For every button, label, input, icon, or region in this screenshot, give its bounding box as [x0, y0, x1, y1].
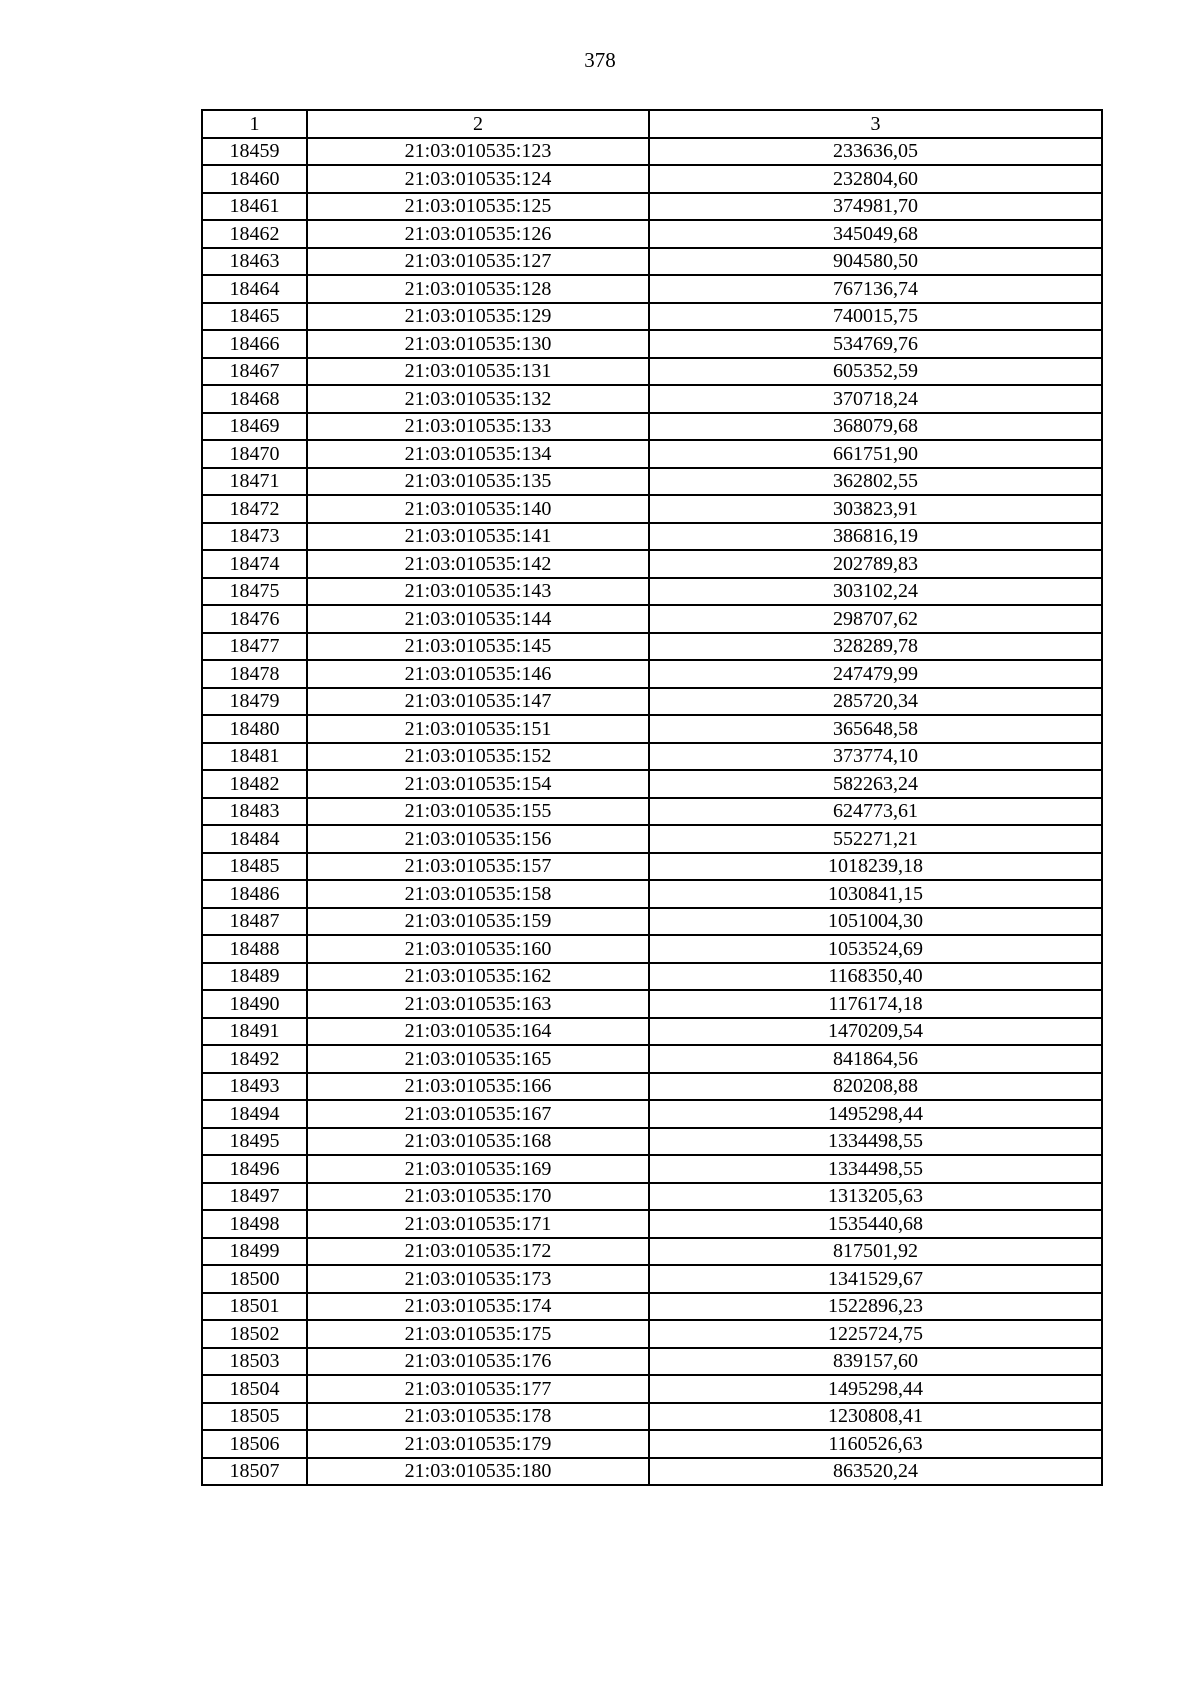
table-row	[202, 715, 1102, 743]
table-row	[202, 908, 1102, 936]
cadastral-number-cell: 21:03:010535:172	[307, 1238, 649, 1266]
value-cell: 1168350,40	[649, 963, 1102, 991]
value-cell: 285720,34	[649, 688, 1102, 716]
row-number-cell: 18490	[202, 990, 307, 1018]
column-header-1: 1	[202, 110, 307, 138]
data-table	[201, 109, 1103, 1486]
table-row	[202, 138, 1102, 166]
row-number-cell: 18475	[202, 578, 307, 606]
value-cell: 1470209,54	[649, 1018, 1102, 1046]
table-row	[202, 330, 1102, 358]
table-row	[202, 1265, 1102, 1293]
table-row	[202, 963, 1102, 991]
value-cell: 624773,61	[649, 798, 1102, 826]
value-cell: 362802,55	[649, 468, 1102, 496]
cadastral-number-cell: 21:03:010535:145	[307, 633, 649, 661]
value-cell: 386816,19	[649, 523, 1102, 551]
column-header-2: 2	[307, 110, 649, 138]
value-cell: 841864,56	[649, 1045, 1102, 1073]
value-cell: 328289,78	[649, 633, 1102, 661]
table-row	[202, 1320, 1102, 1348]
cadastral-number-cell: 21:03:010535:127	[307, 248, 649, 276]
row-number-cell: 18493	[202, 1073, 307, 1101]
row-number-cell: 18463	[202, 248, 307, 276]
table-row	[202, 688, 1102, 716]
value-cell: 1230808,41	[649, 1403, 1102, 1431]
value-cell: 740015,75	[649, 303, 1102, 331]
cadastral-number-cell: 21:03:010535:179	[307, 1430, 649, 1458]
row-number-cell: 18487	[202, 908, 307, 936]
cadastral-number-cell: 21:03:010535:151	[307, 715, 649, 743]
table-row	[202, 1375, 1102, 1403]
row-number-cell: 18495	[202, 1128, 307, 1156]
cadastral-number-cell: 21:03:010535:170	[307, 1183, 649, 1211]
value-cell: 1176174,18	[649, 990, 1102, 1018]
value-cell: 661751,90	[649, 440, 1102, 468]
cadastral-number-cell: 21:03:010535:168	[307, 1128, 649, 1156]
table-body	[202, 138, 1102, 1486]
value-cell: 1334498,55	[649, 1128, 1102, 1156]
cadastral-number-cell: 21:03:010535:135	[307, 468, 649, 496]
table-row	[202, 303, 1102, 331]
row-number-cell: 18476	[202, 605, 307, 633]
row-number-cell: 18482	[202, 770, 307, 798]
table-row	[202, 1045, 1102, 1073]
row-number-cell: 18507	[202, 1458, 307, 1486]
table-row	[202, 275, 1102, 303]
table-row	[202, 1430, 1102, 1458]
table-row	[202, 990, 1102, 1018]
row-number-cell: 18486	[202, 880, 307, 908]
row-number-cell: 18489	[202, 963, 307, 991]
cadastral-number-cell: 21:03:010535:180	[307, 1458, 649, 1486]
row-number-cell: 18472	[202, 495, 307, 523]
row-number-cell: 18477	[202, 633, 307, 661]
row-number-cell: 18461	[202, 193, 307, 221]
cadastral-number-cell: 21:03:010535:160	[307, 935, 649, 963]
table-row	[202, 358, 1102, 386]
row-number-cell: 18499	[202, 1238, 307, 1266]
cadastral-number-cell: 21:03:010535:154	[307, 770, 649, 798]
cadastral-number-cell: 21:03:010535:133	[307, 413, 649, 441]
table-row	[202, 660, 1102, 688]
row-number-cell: 18501	[202, 1293, 307, 1321]
cadastral-number-cell: 21:03:010535:163	[307, 990, 649, 1018]
value-cell: 303102,24	[649, 578, 1102, 606]
value-cell: 233636,05	[649, 138, 1102, 166]
row-number-cell: 18474	[202, 550, 307, 578]
value-cell: 863520,24	[649, 1458, 1102, 1486]
cadastral-number-cell: 21:03:010535:173	[307, 1265, 649, 1293]
table-row	[202, 523, 1102, 551]
table-row	[202, 1348, 1102, 1376]
row-number-cell: 18496	[202, 1155, 307, 1183]
table-row	[202, 853, 1102, 881]
cadastral-number-cell: 21:03:010535:164	[307, 1018, 649, 1046]
cadastral-number-cell: 21:03:010535:129	[307, 303, 649, 331]
value-cell: 1051004,30	[649, 908, 1102, 936]
row-number-cell: 18468	[202, 385, 307, 413]
cadastral-number-cell: 21:03:010535:174	[307, 1293, 649, 1321]
value-cell: 232804,60	[649, 165, 1102, 193]
value-cell: 1522896,23	[649, 1293, 1102, 1321]
cadastral-number-cell: 21:03:010535:143	[307, 578, 649, 606]
value-cell: 605352,59	[649, 358, 1102, 386]
table-row	[202, 550, 1102, 578]
header-row	[202, 110, 1102, 138]
table-row	[202, 1018, 1102, 1046]
cadastral-number-cell: 21:03:010535:134	[307, 440, 649, 468]
table-row	[202, 935, 1102, 963]
row-number-cell: 18484	[202, 825, 307, 853]
cadastral-number-cell: 21:03:010535:123	[307, 138, 649, 166]
table-row	[202, 495, 1102, 523]
value-cell: 1053524,69	[649, 935, 1102, 963]
cadastral-number-cell: 21:03:010535:176	[307, 1348, 649, 1376]
cadastral-number-cell: 21:03:010535:128	[307, 275, 649, 303]
table-row	[202, 1458, 1102, 1486]
value-cell: 1495298,44	[649, 1375, 1102, 1403]
table-row	[202, 578, 1102, 606]
row-number-cell: 18492	[202, 1045, 307, 1073]
column-header-3: 3	[649, 110, 1102, 138]
table-row	[202, 1210, 1102, 1238]
table-row	[202, 743, 1102, 771]
value-cell: 1535440,68	[649, 1210, 1102, 1238]
value-cell: 1030841,15	[649, 880, 1102, 908]
table-row	[202, 770, 1102, 798]
value-cell: 368079,68	[649, 413, 1102, 441]
value-cell: 1160526,63	[649, 1430, 1102, 1458]
row-number-cell: 18504	[202, 1375, 307, 1403]
cadastral-number-cell: 21:03:010535:130	[307, 330, 649, 358]
row-number-cell: 18485	[202, 853, 307, 881]
value-cell: 365648,58	[649, 715, 1102, 743]
row-number-cell: 18502	[202, 1320, 307, 1348]
table-row	[202, 413, 1102, 441]
row-number-cell: 18478	[202, 660, 307, 688]
row-number-cell: 18465	[202, 303, 307, 331]
row-number-cell: 18471	[202, 468, 307, 496]
row-number-cell: 18491	[202, 1018, 307, 1046]
value-cell: 247479,99	[649, 660, 1102, 688]
cadastral-number-cell: 21:03:010535:146	[307, 660, 649, 688]
value-cell: 1313205,63	[649, 1183, 1102, 1211]
cadastral-number-cell: 21:03:010535:167	[307, 1100, 649, 1128]
cadastral-number-cell: 21:03:010535:175	[307, 1320, 649, 1348]
table-row	[202, 1403, 1102, 1431]
table-row	[202, 1155, 1102, 1183]
table-row	[202, 605, 1102, 633]
value-cell: 839157,60	[649, 1348, 1102, 1376]
value-cell: 373774,10	[649, 743, 1102, 771]
table-row	[202, 1100, 1102, 1128]
cadastral-number-cell: 21:03:010535:157	[307, 853, 649, 881]
value-cell: 904580,50	[649, 248, 1102, 276]
row-number-cell: 18470	[202, 440, 307, 468]
value-cell: 1018239,18	[649, 853, 1102, 881]
row-number-cell: 18505	[202, 1403, 307, 1431]
row-number-cell: 18497	[202, 1183, 307, 1211]
cadastral-number-cell: 21:03:010535:141	[307, 523, 649, 551]
cadastral-number-cell: 21:03:010535:132	[307, 385, 649, 413]
table-row	[202, 633, 1102, 661]
value-cell: 345049,68	[649, 220, 1102, 248]
value-cell: 534769,76	[649, 330, 1102, 358]
row-number-cell: 18467	[202, 358, 307, 386]
row-number-cell: 18481	[202, 743, 307, 771]
page-number: 378	[584, 48, 616, 72]
row-number-cell: 18503	[202, 1348, 307, 1376]
table-row	[202, 468, 1102, 496]
table-row	[202, 1073, 1102, 1101]
cadastral-number-cell: 21:03:010535:140	[307, 495, 649, 523]
cadastral-number-cell: 21:03:010535:142	[307, 550, 649, 578]
value-cell: 1341529,67	[649, 1265, 1102, 1293]
table-row	[202, 165, 1102, 193]
cadastral-number-cell: 21:03:010535:178	[307, 1403, 649, 1431]
cadastral-number-cell: 21:03:010535:147	[307, 688, 649, 716]
row-number-cell: 18480	[202, 715, 307, 743]
table-row	[202, 1183, 1102, 1211]
row-number-cell: 18469	[202, 413, 307, 441]
cadastral-number-cell: 21:03:010535:166	[307, 1073, 649, 1101]
value-cell: 817501,92	[649, 1238, 1102, 1266]
cadastral-number-cell: 21:03:010535:165	[307, 1045, 649, 1073]
row-number-cell: 18500	[202, 1265, 307, 1293]
row-number-cell: 18488	[202, 935, 307, 963]
row-number-cell: 18494	[202, 1100, 307, 1128]
cadastral-number-cell: 21:03:010535:124	[307, 165, 649, 193]
row-number-cell: 18466	[202, 330, 307, 358]
row-number-cell: 18459	[202, 138, 307, 166]
table-row	[202, 1293, 1102, 1321]
value-cell: 820208,88	[649, 1073, 1102, 1101]
cadastral-number-cell: 21:03:010535:126	[307, 220, 649, 248]
cadastral-number-cell: 21:03:010535:162	[307, 963, 649, 991]
table-row	[202, 220, 1102, 248]
cadastral-number-cell: 21:03:010535:158	[307, 880, 649, 908]
table-row	[202, 880, 1102, 908]
row-number-cell: 18506	[202, 1430, 307, 1458]
cadastral-number-cell: 21:03:010535:177	[307, 1375, 649, 1403]
row-number-cell: 18498	[202, 1210, 307, 1238]
cadastral-number-cell: 21:03:010535:171	[307, 1210, 649, 1238]
cadastral-number-cell: 21:03:010535:159	[307, 908, 649, 936]
value-cell: 303823,91	[649, 495, 1102, 523]
row-number-cell: 18473	[202, 523, 307, 551]
value-cell: 767136,74	[649, 275, 1102, 303]
value-cell: 370718,24	[649, 385, 1102, 413]
table-row	[202, 248, 1102, 276]
cadastral-number-cell: 21:03:010535:144	[307, 605, 649, 633]
value-cell: 582263,24	[649, 770, 1102, 798]
cadastral-number-cell: 21:03:010535:169	[307, 1155, 649, 1183]
value-cell: 1334498,55	[649, 1155, 1102, 1183]
value-cell: 374981,70	[649, 193, 1102, 221]
table-row	[202, 193, 1102, 221]
value-cell: 552271,21	[649, 825, 1102, 853]
row-number-cell: 18479	[202, 688, 307, 716]
cadastral-number-cell: 21:03:010535:125	[307, 193, 649, 221]
row-number-cell: 18460	[202, 165, 307, 193]
cadastral-number-cell: 21:03:010535:156	[307, 825, 649, 853]
table-row	[202, 798, 1102, 826]
table-row	[202, 440, 1102, 468]
row-number-cell: 18464	[202, 275, 307, 303]
value-cell: 1225724,75	[649, 1320, 1102, 1348]
table-header	[202, 110, 1102, 138]
cadastral-number-cell: 21:03:010535:131	[307, 358, 649, 386]
value-cell: 298707,62	[649, 605, 1102, 633]
row-number-cell: 18483	[202, 798, 307, 826]
table-row	[202, 1238, 1102, 1266]
value-cell: 1495298,44	[649, 1100, 1102, 1128]
value-cell: 202789,83	[649, 550, 1102, 578]
row-number-cell: 18462	[202, 220, 307, 248]
cadastral-number-cell: 21:03:010535:152	[307, 743, 649, 771]
cadastral-number-cell: 21:03:010535:155	[307, 798, 649, 826]
table-row	[202, 1128, 1102, 1156]
table-row	[202, 825, 1102, 853]
table-row	[202, 385, 1102, 413]
